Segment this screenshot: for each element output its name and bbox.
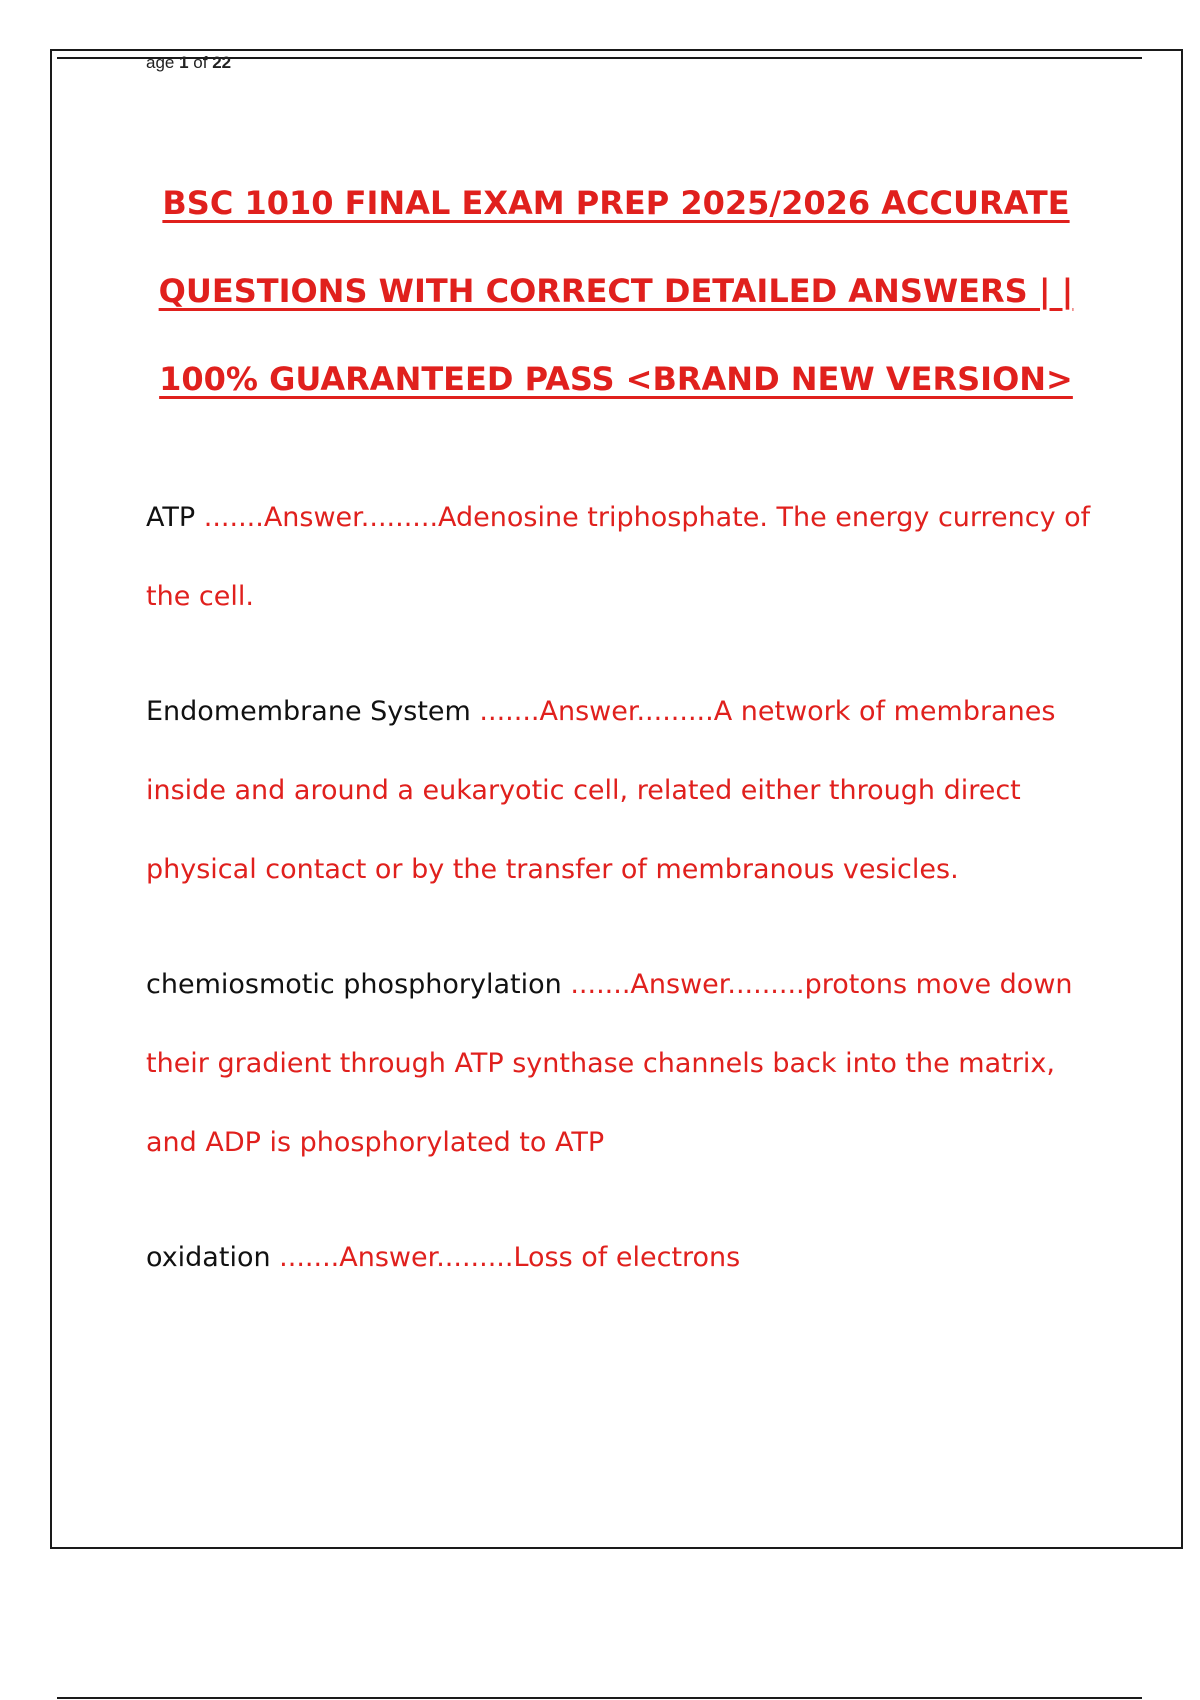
title-line: [146, 258, 1086, 346]
title-line-text: BSC 1010 FINAL EXAM PREP 2025/2026 ACCURATE: [162, 184, 1070, 222]
page-number-current: 1: [179, 53, 189, 72]
qa-answer-separator: .......Answer.........: [570, 969, 805, 1000]
title-line-text: QUESTIONS WITH CORRECT DETAILED ANSWERS | |: [158, 272, 1074, 310]
title-line: [146, 346, 1086, 434]
footer-rule: [57, 1697, 1142, 1699]
page-number: [146, 53, 231, 73]
page-number-prefix: age: [146, 53, 180, 72]
qa-term: oxidation: [146, 1242, 271, 1273]
page-number-total: 22: [212, 53, 232, 72]
qa-answer: Loss of electrons: [513, 1242, 741, 1273]
qa-answer: Adenosine triphosphate. The energy currency of the cell.: [146, 502, 1091, 612]
title-line: [146, 170, 1086, 258]
qa-answer-separator: .......Answer.........: [479, 696, 714, 727]
qa-item: [146, 672, 1091, 909]
page-number-of: of: [188, 53, 213, 72]
qa-answer-separator: .......Answer.........: [203, 502, 439, 533]
title-line-text: 100% GUARANTEED PASS <BRAND NEW VERSION>: [159, 360, 1073, 398]
qa-answer: A network of membranes inside and around a eukaryotic cell, related either through direct physical contact or by the transfer of membranous vesicles.: [146, 696, 1056, 885]
qa-term: Endomembrane System: [146, 696, 471, 727]
qa-answer: protons move down their gradient through ATP synthase channels back into the matrix, and ADP is phosphorylated to ATP: [146, 969, 1073, 1158]
qa-item: [146, 478, 1091, 636]
qa-term: ATP: [146, 502, 196, 533]
qa-answer-separator: .......Answer.........: [279, 1242, 514, 1273]
qa-item: [146, 945, 1091, 1182]
qa-term: chemiosmotic phosphorylation: [146, 969, 562, 1000]
qa-list: [146, 478, 1091, 1333]
qa-item: [146, 1218, 1091, 1297]
document-title: [146, 170, 1086, 434]
